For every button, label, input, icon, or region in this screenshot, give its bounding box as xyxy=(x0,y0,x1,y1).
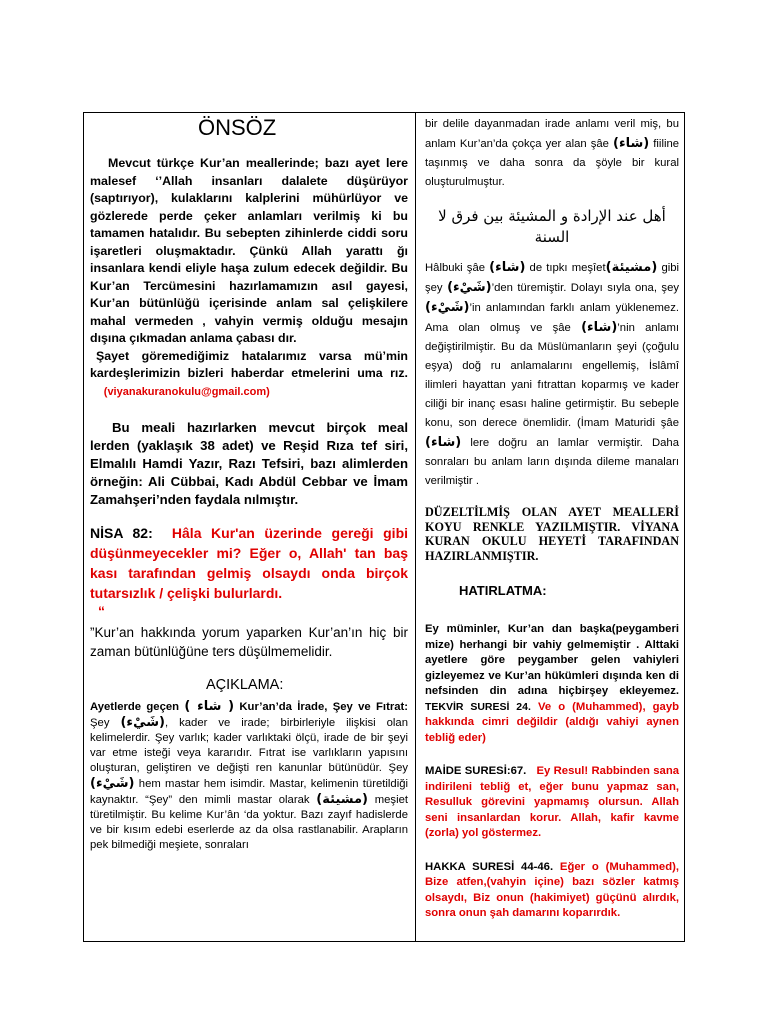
left-column xyxy=(90,115,408,853)
aciklama-paragraph xyxy=(90,699,408,853)
aciklama-title: AÇIKLAMA: xyxy=(206,677,284,693)
aciklama-p6: meşiet türetilmiştir. Bu kelime Kur’ân ‘da yoktur. Bazı zayıf hadislerde ve bir kısım edebi eserlerde az da olsa rastlanabilir. Arapların pek bilmediği meşiete, sonraları xyxy=(90,794,409,851)
p2b: de tıpkı meşîet xyxy=(529,262,606,274)
sources-text: Bu meali hazırlarken mevcut birçok meal lerden (yaklaşık 38 adet) ve Reşid Rıza tef siri, Elmalılı Hamdi Yazır, Razı Tefsiri, bazı alimlerden örneğin: Ali Cübbai, Kadı Abdül Cebbar ve İmam Zamahşeri’nden faydala nılmıştır. xyxy=(90,420,408,507)
aciklama-p2: Kur’an’da İrade, Şey ve Fıtrat: xyxy=(239,701,409,713)
p2a: Hâlbuki şâe xyxy=(425,262,486,274)
cont2: fiiline taşınmış ve daha sonra da şöyle bir kural oluşturulmuştur. xyxy=(425,138,680,188)
nisa-text: Hâla Kur'an üzerinde gereği gibi düşünmeyecekler mi? Eğer o, Allah' tan baş kası tarafından gelmiş olsaydı onda birçok tutarsızlık / çelişki bulurlardı. xyxy=(90,525,409,601)
tekvir-text: Ve o (Muhammed), gayb hakkında cimri değildir (aldığı vahiyi aynen tebliğ eder) xyxy=(425,700,680,744)
errors-text: Şayet göremediğimiz hatalarımız varsa mü’min kardeşlerimizin bizleri haberdar etmelerini uma rız. xyxy=(90,348,408,380)
hatirlatma-text: Ey müminler, Kur’an dan başka(peygamberi mize) herhangi bir vahiy gelmemiştir . Alttaki ayetlere göre peygamber gelen vahiyleri gizleyemez ve Kur’an hükümleri dışında ken di nefsinden din adına hiçbirşey ekleyemez. xyxy=(425,623,679,697)
arabic-shay-r: (شَيْء) xyxy=(447,280,492,295)
arabic-shae: ( شاء ) xyxy=(184,699,235,714)
kuran-note: ”Kur’an hakkında yorum yaparken Kur’an’ın hiç bir zaman bütünlüğüne ters düşülmemelidir. xyxy=(90,625,408,659)
page-title: ÖNSÖZ xyxy=(198,115,277,140)
intro-text: Mevcut türkçe Kur’an meallerinde; bazı ayet lere malesef ‘’Allah insanları dalalete düşürüyor (saptırıyor), kulaklarını kalplerini mühürlüyor ve gözlerede perde çeker anlamları verilmiş ki bu tamamen hatalıdır. Bu sebepten zihinlerde ciddi soru işaretleri oluşmaktadır. Çünkü Allah yarattı ğı insanlara kendi eliyle haşa zulum edecek değildir. Bu Kur’an Tercümesini hazırlamamızın asıl gayesi, Kur’an bütünlüğü içerisinde anlam sal çelişkilere mahal vermeden , vahyin vermiş olduğu mesajın dışına çıkmadan anlama çabası dır. xyxy=(90,156,408,345)
cont1: bir delile dayanmadan irade anlamı veril miş, bu anlam Kur’an’da çokça yer alan şâe xyxy=(425,118,679,150)
arabic-shay: (شَيْء) xyxy=(120,715,165,730)
arabic-shae-r3: (شاء) xyxy=(581,320,618,335)
p2f: ’nin anlamı değiştirilmiştir. Bu da Müslümanların şeyi (çoğulu eşya) doğ ru anlamalarını engellemiş, İslâmî ilimleri hayattan yani fıtrattan koparmış ve kader ciliği bir inanç esası haline getirmiştir. Bu sebeple konu, son derece önemlidir. (İmam Maturidi şâe xyxy=(425,322,680,429)
hatirlatma-title: HATIRLATMA: xyxy=(459,583,547,598)
aciklama-p3: Şey xyxy=(90,717,110,729)
arabic-mashia-r: (مشيئة) xyxy=(605,260,658,275)
p2g: lere doğru an lamlar vermiştir. Daha sonraları bu anlam ların dışında dileme manaları verilmiştir . xyxy=(425,437,679,487)
arabic-mashia: (مشيئة) xyxy=(316,792,368,807)
sources-paragraph xyxy=(90,419,408,509)
arabic-shae-r1: (شاء) xyxy=(613,136,650,151)
quote-mark-text: “ xyxy=(98,603,105,619)
maide-verse xyxy=(425,764,679,842)
arabic-shae-r2: (شاء) xyxy=(489,260,526,275)
p2e: ’in anlamından farklı anlam yüklenemez. Ama olan olmuş ve şâe xyxy=(425,302,679,334)
hakka-text: Eğer o (Muhammed), Bize atfen,(vahyin içine) bazı sözler katmış olsaydı, Biz onun (hakimiyet) güçünü alırdık, sonra onun şah damarını koparırdık. xyxy=(425,860,679,919)
arabic-shay-2: (شَيْء) xyxy=(90,776,135,791)
hakka-label: HAKKA SURESİ 44-46. xyxy=(425,860,554,873)
tekvir-label: TEKVİR SURESİ 24. xyxy=(425,700,531,713)
arabic-shay-r2: (شَيْء) xyxy=(425,300,470,315)
halbuki-paragraph xyxy=(425,258,679,491)
nisa-label: NİSA 82: xyxy=(90,525,153,541)
email-link[interactable]: (viyanakuranokulu@gmail.com) xyxy=(103,385,270,398)
column-divider xyxy=(415,113,416,941)
errors-paragraph xyxy=(90,348,408,402)
p2c: gibi şey xyxy=(425,262,680,294)
arabic-heading: أهل عند الإرادة و المشيئة بين فرق لا السنة xyxy=(438,207,666,246)
hakka-verse xyxy=(425,860,679,922)
hatirlatma-paragraph xyxy=(425,622,679,746)
p2d: ’den türemiştir. Dolayı sıyla ona, şey xyxy=(491,282,680,294)
continuation-paragraph xyxy=(425,115,679,192)
quote-mark xyxy=(90,603,408,619)
aciklama-p4: , kader ve irade; birbirleriyle ilişkisi olan kelimelerdir. Şey varlık; kader varlıktaki ölçü, irade de bir şeyi var etme isteği veya kararıdır. Fıtrat ise varlıkların yapısını oluşturan, geliştiren ve değişti ren kanunlar bütünüdür. Şey xyxy=(90,717,408,774)
right-column xyxy=(425,115,679,922)
arabic-shae-r4: (شاء) xyxy=(425,435,462,450)
duzeltilmis-notice: DÜZELTİLMİŞ OLAN AYET MEALLERİ KOYU RENKLE YAZILMIŞTIR. VİYANA KURAN OKULU HEYETİ TARAFINDAN HAZIRLANMIŞTIR. xyxy=(425,505,679,563)
intro-paragraph xyxy=(90,155,408,348)
maide-text: Ey Resul! Rabbinden sana indirileni tebliğ et, eğer bunu yapmaz san, Resulluk görevini yapmamış olursun. Allah seni insanlardan korur. Allah, kafir kavme (zorla) yol göstermez. xyxy=(425,765,680,839)
aciklama-p5: hem mastar hem isimdir. Mastar, kelimenin türetildiği kaynaktır. “Şey” den mimli mastar olarak xyxy=(90,778,408,806)
document-frame xyxy=(83,112,685,942)
nisa-verse xyxy=(90,523,408,603)
aciklama-p1: Ayetlerde geçen xyxy=(90,701,180,713)
maide-label: MAİDE SURESİ:67. xyxy=(425,765,527,777)
